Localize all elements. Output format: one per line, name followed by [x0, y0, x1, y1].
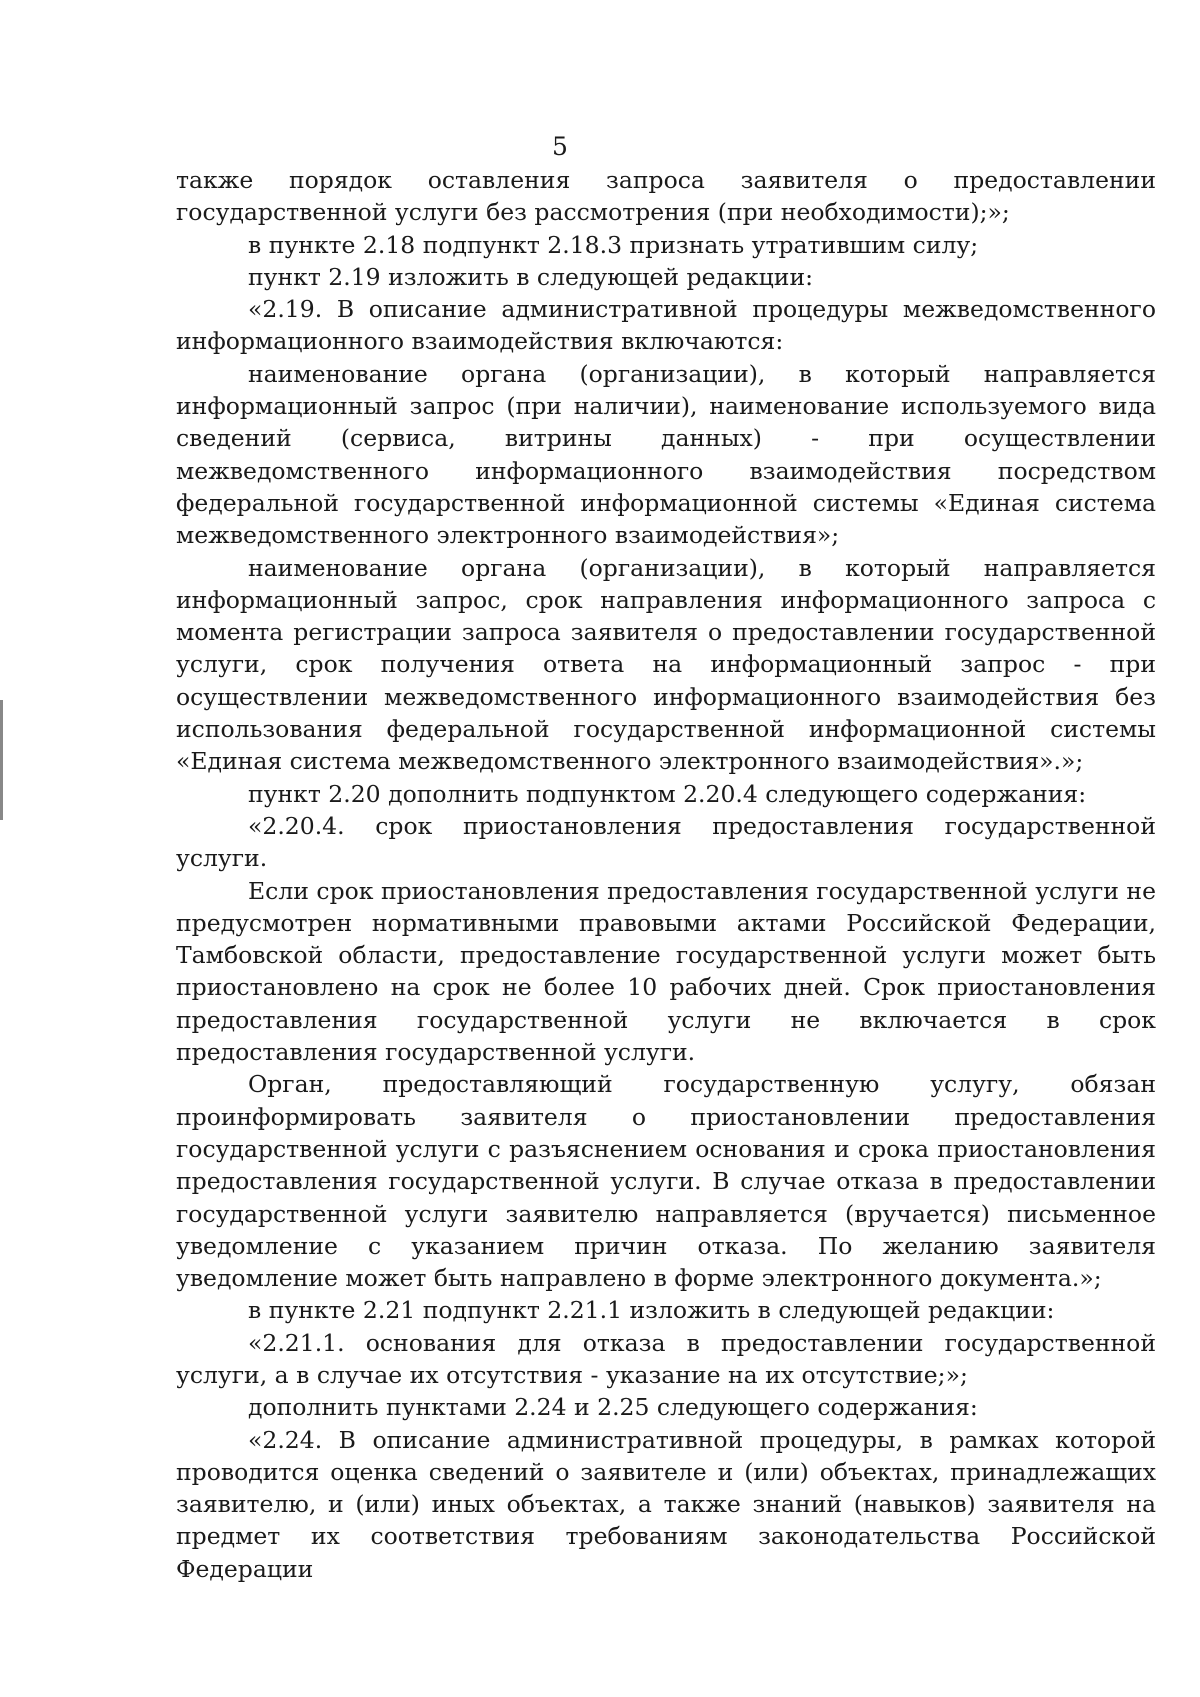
paragraph: также порядок оставления запроса заявителя о предоставлении государственной услуги без рассмотрения (при необходимости);»;: [176, 166, 1156, 227]
paragraph: «2.20.4. срок приостановления предоставления государственной услуги.: [176, 811, 1156, 873]
paragraph: «2.24. В описание административной процедуры, в рамках которой проводится оценка сведений о заявителе и (или) объектах, принадлежащих заявителю, и (или) иных объектах, а также знаний (навыков) заявителя на предмет их соответствия требованиям законодательства Российской Федерации: [176, 1425, 1156, 1583]
paragraph: пункт 2.20 дополнить подпунктом 2.20.4 следующего содержания:: [248, 779, 1087, 808]
paragraph: Орган, предоставляющий государственную услугу, обязан проинформировать заявителя о приостановлении предоставления государственной услуги с разъяснением основания и срока приостановления предоставления государственной услуги. В случае отказа в предоставлении государственной услуги заявителю направляется (вручается) письменное уведомление с указанием причин отказа. По желанию заявителя уведомление может быть направлено в форме электронного документа.»;: [176, 1070, 1156, 1293]
document-body: [176, 164, 1156, 1585]
scan-edge-mark: [0, 700, 3, 820]
paragraph: пункт 2.19 изложить в следующей редакции:: [248, 262, 814, 291]
paragraph: Если срок приостановления предоставления государственной услуги не предусмотрен нормативными правовыми актами Российской Федерации, Тамбовской области, предоставление государственной услуги может быть приостановлено на срок не более 10 рабочих дней. Срок приостановления предоставления государственной услуги не включается в срок предоставления государственной услуги.: [176, 876, 1156, 1067]
paragraph: в пункте 2.18 подпункт 2.18.3 признать утратившим силу;: [248, 230, 979, 259]
paragraph: наименование органа (организации), в который направляется информационный запрос (при наличии), наименование используемого вида сведений (сервиса, витрины данных) - при осуществлении межведомственного информационного взаимодействия посредством федеральной государственной информационной системы «Единая система межведомственного электронного взаимодействия»;: [176, 359, 1156, 550]
paragraph: «2.19. В описание административной процедуры межведомственного информационного взаимодействия включаются:: [176, 295, 1156, 356]
paragraph: «2.21.1. основания для отказа в предоставлении государственной услуги, а в случае их отсутствия - указание на их отсутствие;»;: [176, 1328, 1156, 1389]
page-number: 5: [552, 132, 568, 161]
paragraph: наименование органа (организации), в который направляется информационный запрос, срок направления информационного запроса с момента регистрации запроса заявителя о предоставлении государственной услуги, срок получения ответа на информационный запрос - при осуществлении межведомственного информационного взаимодействия без использования федеральной государственной информационной системы «Единая система межведомственного электронного взаимодействия».»;: [176, 553, 1156, 776]
paragraph: дополнить пунктами 2.24 и 2.25 следующего содержания:: [248, 1393, 978, 1422]
paragraph: в пункте 2.21 подпункт 2.21.1 изложить в следующей редакции:: [248, 1296, 1055, 1325]
